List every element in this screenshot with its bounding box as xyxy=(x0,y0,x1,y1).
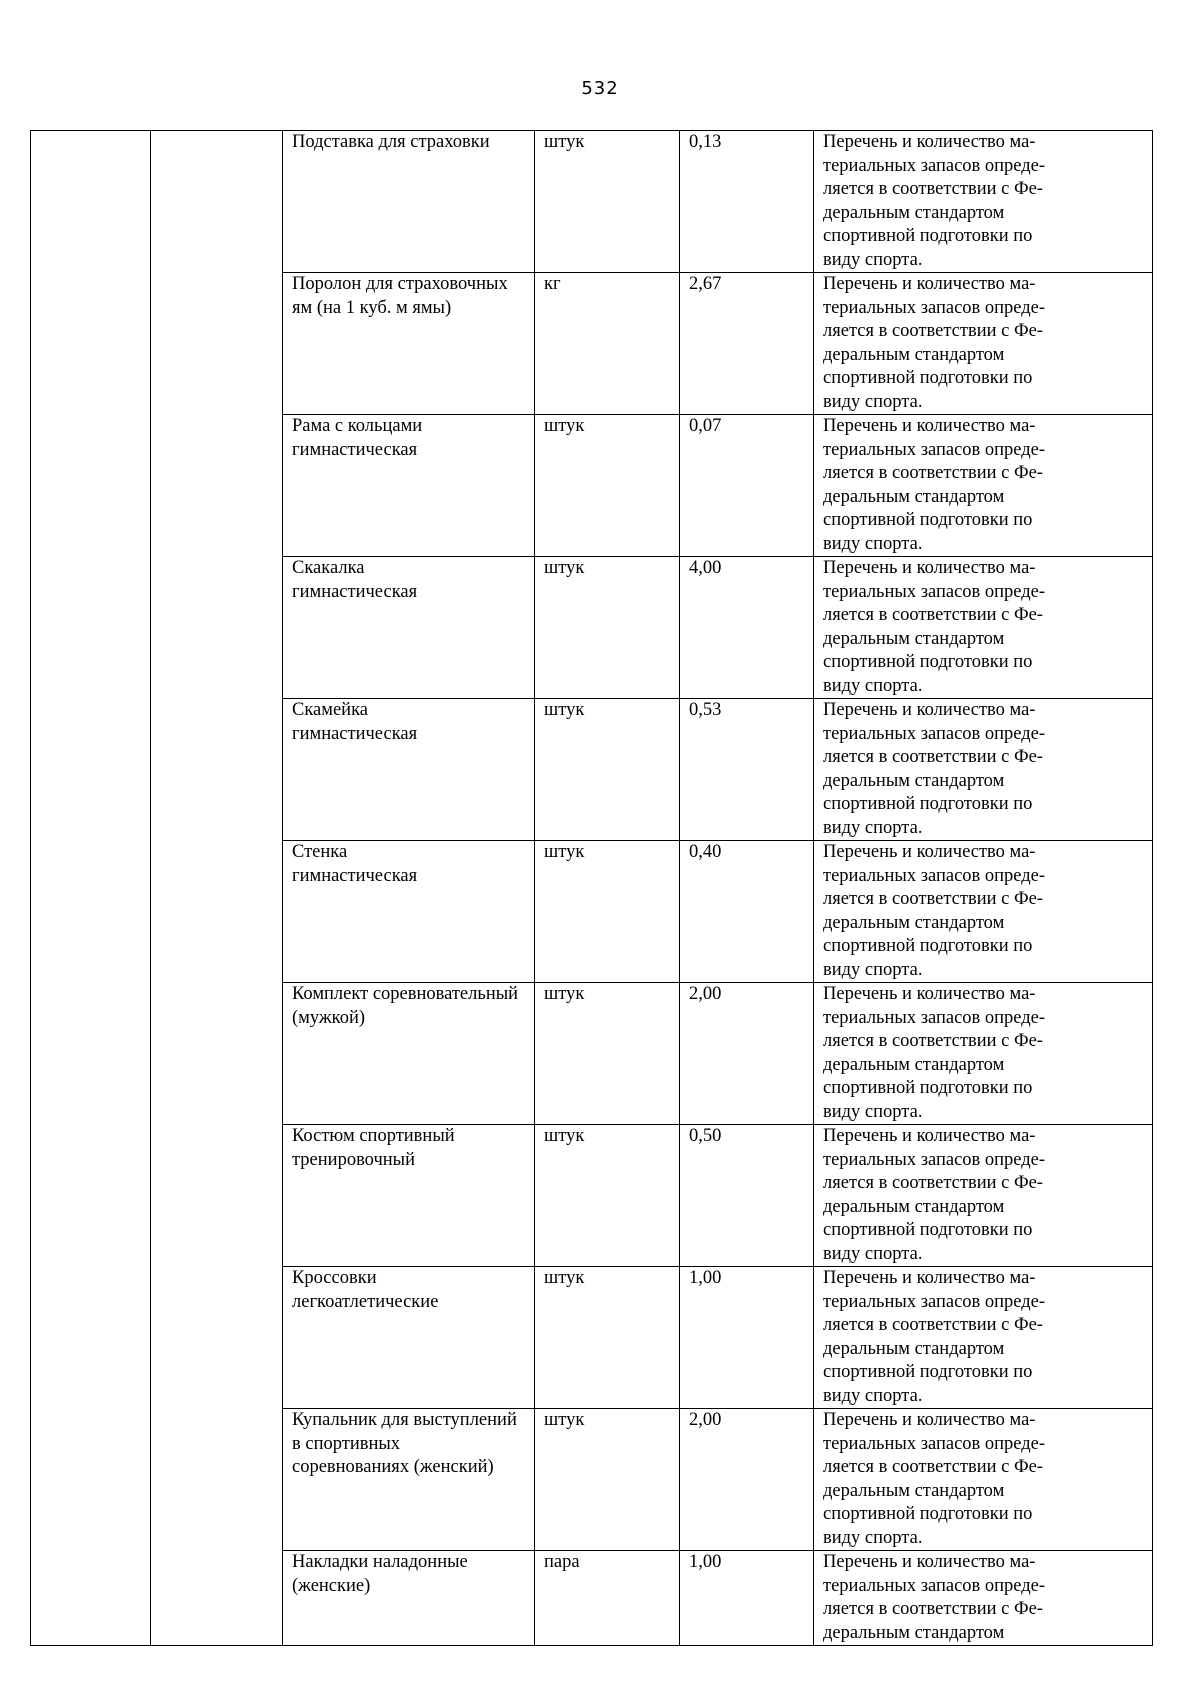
unit-cell xyxy=(535,1551,680,1646)
item-name-cell xyxy=(283,415,535,557)
quantity-cell xyxy=(680,1125,814,1267)
quantity-cell xyxy=(680,983,814,1125)
item-unit: штук xyxy=(544,700,585,720)
item-unit: штук xyxy=(544,416,585,436)
item-note: Перечень и количество ма- териальных запасов опреде- ляется в соответствии с Фе- деральным стандартом спортивной подготовки по виду спорта. xyxy=(823,700,1046,838)
item-note: Перечень и количество ма- териальных запасов опреде- ляется в соответствии с Фе- деральным стандартом спортивной подготовки по виду спорта. xyxy=(823,842,1046,980)
item-name-cell xyxy=(283,1409,535,1551)
item-name-cell xyxy=(283,273,535,415)
unit-cell xyxy=(535,131,680,273)
item-name: Костюм спортивный тренировочный xyxy=(292,1126,455,1170)
unit-cell xyxy=(535,841,680,983)
item-name: Рама с кольцами гимнастическая xyxy=(292,416,423,460)
item-name: Комплект соревновательный (мужкой) xyxy=(292,984,519,1028)
item-name-cell xyxy=(283,1551,535,1646)
note-cell xyxy=(814,1267,1153,1409)
note-cell xyxy=(814,273,1153,415)
item-name-cell xyxy=(283,557,535,699)
item-name: Поролон для страховочных ям (на 1 куб. м ямы) xyxy=(292,274,508,318)
item-quantity: 0,40 xyxy=(689,842,722,862)
item-unit: штук xyxy=(544,842,585,862)
equipment-table xyxy=(30,130,1153,1646)
item-note: Перечень и количество ма- териальных запасов опреде- ляется в соответствии с Фе- деральным стандартом спортивной подготовки по виду спорта. xyxy=(823,984,1046,1122)
item-name: Кроссовки легкоатлетические xyxy=(292,1268,439,1312)
note-cell xyxy=(814,415,1153,557)
item-note: Перечень и количество ма- териальных запасов опреде- ляется в соответствии с Фе- деральным стандартом спортивной подготовки по виду спорта. xyxy=(823,1268,1046,1406)
item-unit: штук xyxy=(544,1126,585,1146)
item-name: Скакалка гимнастическая xyxy=(292,558,418,602)
item-quantity: 1,00 xyxy=(689,1552,722,1572)
unit-cell xyxy=(535,1125,680,1267)
item-quantity: 2,00 xyxy=(689,984,722,1004)
quantity-cell xyxy=(680,273,814,415)
quantity-cell xyxy=(680,1409,814,1551)
item-name-cell xyxy=(283,983,535,1125)
note-cell xyxy=(814,983,1153,1125)
item-unit: штук xyxy=(544,1268,585,1288)
note-cell xyxy=(814,1409,1153,1551)
item-quantity: 0,07 xyxy=(689,416,722,436)
note-cell xyxy=(814,1125,1153,1267)
item-name: Скамейка гимнастическая xyxy=(292,700,418,744)
item-unit: кг xyxy=(544,274,561,294)
unit-cell xyxy=(535,557,680,699)
unit-cell xyxy=(535,1267,680,1409)
note-cell xyxy=(814,1551,1153,1646)
item-name-cell xyxy=(283,1125,535,1267)
item-name-cell xyxy=(283,841,535,983)
quantity-cell xyxy=(680,1267,814,1409)
quantity-cell xyxy=(680,415,814,557)
empty-cell-col2 xyxy=(151,131,283,1646)
item-note: Перечень и количество ма- териальных запасов опреде- ляется в соответствии с Фе- деральным стандартом спортивной подготовки по виду спорта. xyxy=(823,416,1046,554)
item-quantity: 0,50 xyxy=(689,1126,722,1146)
item-note: Перечень и количество ма- териальных запасов опреде- ляется в соответствии с Фе- деральным стандартом спортивной подготовки по виду спорта. xyxy=(823,558,1046,696)
item-unit: пара xyxy=(544,1552,580,1572)
item-quantity: 2,00 xyxy=(689,1410,722,1430)
quantity-cell xyxy=(680,1551,814,1646)
item-quantity: 1,00 xyxy=(689,1268,722,1288)
table-row xyxy=(31,131,1153,273)
item-note-truncated: Перечень и количество ма- териальных запасов опреде- ляется в соответствии с Фе- деральным стандартом xyxy=(823,1552,1046,1643)
item-note: Перечень и количество ма- териальных запасов опреде- ляется в соответствии с Фе- деральным стандартом спортивной подготовки по виду спорта. xyxy=(823,1410,1046,1548)
item-quantity: 0,13 xyxy=(689,132,722,152)
item-unit: штук xyxy=(544,558,585,578)
item-note: Перечень и количество ма- териальных запасов опреде- ляется в соответствии с Фе- деральным стандартом спортивной подготовки по виду спорта. xyxy=(823,132,1046,270)
empty-cell-col1 xyxy=(31,131,151,1646)
note-cell xyxy=(814,131,1153,273)
quantity-cell xyxy=(680,841,814,983)
unit-cell xyxy=(535,415,680,557)
unit-cell xyxy=(535,1409,680,1551)
unit-cell xyxy=(535,983,680,1125)
item-name: Стенка гимнастическая xyxy=(292,842,418,886)
item-name: Подставка для страховки xyxy=(292,132,490,152)
item-quantity: 0,53 xyxy=(689,700,722,720)
page-number: 532 xyxy=(581,78,619,99)
quantity-cell xyxy=(680,699,814,841)
item-quantity: 4,00 xyxy=(689,558,722,578)
item-name-cell xyxy=(283,131,535,273)
item-unit: штук xyxy=(544,1410,585,1430)
item-note: Перечень и количество ма- териальных запасов опреде- ляется в соответствии с Фе- деральным стандартом спортивной подготовки по виду спорта. xyxy=(823,274,1046,412)
item-name-cell xyxy=(283,1267,535,1409)
note-cell xyxy=(814,699,1153,841)
note-cell xyxy=(814,557,1153,699)
unit-cell xyxy=(535,699,680,841)
item-name: Накладки наладонные (женские) xyxy=(292,1552,468,1596)
table-body xyxy=(31,131,1153,1646)
item-unit: штук xyxy=(544,984,585,1004)
quantity-cell xyxy=(680,557,814,699)
item-name-cell xyxy=(283,699,535,841)
note-cell xyxy=(814,841,1153,983)
item-note: Перечень и количество ма- териальных запасов опреде- ляется в соответствии с Фе- деральным стандартом спортивной подготовки по виду спорта. xyxy=(823,1126,1046,1264)
item-unit: штук xyxy=(544,132,585,152)
unit-cell xyxy=(535,273,680,415)
item-name: Купальник для выступлений в спортивных соревнованиях (женский) xyxy=(292,1410,517,1477)
item-quantity: 2,67 xyxy=(689,274,722,294)
quantity-cell xyxy=(680,131,814,273)
